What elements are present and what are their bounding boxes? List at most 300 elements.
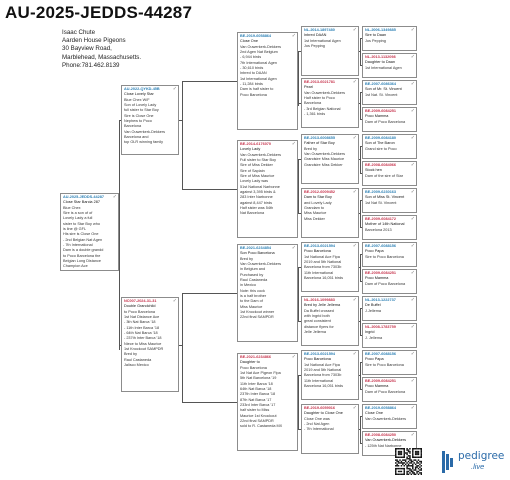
- bird-note: distance flyers for: [304, 324, 334, 329]
- bird-note: Full sister to Star Boy: [240, 158, 277, 163]
- ancestor-gen5-card[interactable]: [362, 296, 417, 321]
- bird-note: 1st International Agen: [240, 76, 277, 81]
- bird-note: to the Dam of: [240, 299, 263, 304]
- qr-code-icon: [395, 448, 422, 475]
- bird-note: Sire is Close One: [124, 113, 154, 118]
- tree-connector: [360, 227, 362, 228]
- bird-name: Double Grandchild: [124, 304, 156, 309]
- ring-number: NL-2006-1349885: [365, 28, 396, 32]
- bird-note: 7th International Agen: [240, 60, 277, 65]
- ancestor-gen4-card[interactable]: [301, 350, 359, 400]
- bird-note: Grandsire Miss Dekker: [304, 162, 343, 167]
- check-icon: ✓: [172, 86, 177, 92]
- ring-number: BE-2013-6021594: [304, 244, 336, 248]
- sire-card[interactable]: [121, 85, 179, 155]
- bird-note: Sire to Poco Barcelona: [365, 254, 404, 259]
- ring-number: BE-2014-6176070: [240, 142, 272, 146]
- bird-name: Poco Papa: [365, 249, 384, 254]
- ring-number: BE-2008-6084250: [365, 433, 397, 437]
- tree-connector: [298, 51, 301, 52]
- check-icon: ✓: [352, 297, 357, 303]
- bird-note: 1st Nat. St. Vincent: [365, 92, 398, 97]
- bird-note: Van Ouwerkerk-Dekkers: [124, 129, 166, 134]
- bird-note: top OLR winning family: [124, 140, 164, 145]
- bird-name: Van Ouwerkerk-Dekkers: [365, 438, 407, 443]
- bird-note: 22nd final SAMPDR: [240, 419, 274, 424]
- bird-note: - 3rd Belgian National: [304, 106, 341, 111]
- ring-number: BE-2007-6088156: [365, 352, 397, 356]
- ancestor-gen5-card[interactable]: [362, 377, 417, 402]
- bird-note: 1st International Agen: [304, 38, 341, 43]
- bird-note: 283 Inter Narbonne: [240, 195, 273, 200]
- bird-note: against 8,447 birds: [240, 200, 273, 205]
- pedigree-live-logo[interactable]: [441, 449, 505, 475]
- bird-note: Sire is a son of of: [63, 211, 93, 216]
- bird-note: - 125th Nat Narbonne: [365, 443, 402, 448]
- bird-note: Lovely Lady was: [240, 179, 269, 184]
- bird-note: Dam of Poco Barcelona: [365, 389, 406, 394]
- bird-note: Dam is a double grandd: [63, 248, 104, 253]
- bird-note: 11th Inter Barca '18: [240, 381, 273, 386]
- check-icon: ✓: [410, 243, 415, 249]
- bird-note: Van Ouwerkerk-Dekkers: [240, 152, 282, 157]
- bird-note: Barcelona 16,051 birds: [304, 384, 344, 389]
- check-icon: ✓: [410, 81, 415, 87]
- ring-number: BE-2019-6058864: [240, 34, 272, 38]
- bird-note: Jelle Jellema: [304, 330, 326, 335]
- bird-note: Nat Barcelona: [240, 211, 265, 216]
- check-icon: ✓: [112, 194, 117, 200]
- check-icon: ✓: [410, 297, 415, 303]
- bird-note: Grandsire Miss Maurice: [304, 157, 345, 162]
- bird-note: Purchased by: [240, 272, 264, 277]
- bird-note: Van Ouwerkerk-Dekkers: [240, 44, 282, 49]
- tree-connector: [182, 81, 183, 190]
- bird-name: Dam to Star Boy: [304, 195, 332, 200]
- bird-note: 5th Nat Barcelona '19: [240, 376, 277, 381]
- bird-note: Sire of Miss Maurice: [240, 174, 275, 179]
- bird-name: Inbred DAAN: [304, 33, 327, 38]
- bird-note: 1st Nat Distance Ace: [124, 315, 160, 320]
- bird-note: Lovely Lady a full: [63, 216, 93, 221]
- tree-connector: [119, 120, 121, 121]
- sire-dam-card[interactable]: [237, 140, 298, 238]
- ring-number: NL-2016-1099883: [304, 298, 335, 302]
- ancestor-gen5-card[interactable]: [362, 134, 417, 159]
- ring-number: BE-2009-6084251: [365, 109, 397, 113]
- ring-number: BE-2013-6021781: [304, 80, 336, 84]
- ring-number: NL-2013-1132098: [365, 55, 396, 59]
- check-icon: ✓: [352, 135, 357, 141]
- bird-name: Son of Miss St. Vincent: [365, 195, 405, 200]
- tree-connector: [360, 200, 361, 228]
- bird-note: Dam of Poco Barcelona: [365, 281, 406, 286]
- ancestor-gen5-card[interactable]: [362, 350, 417, 375]
- bird-note: 51st National Narbonne: [240, 184, 280, 189]
- bird-note: Raul Castaneda: [124, 357, 152, 362]
- bird-name: Daughter to Close One: [304, 411, 343, 416]
- ancestor-gen4-card[interactable]: [301, 404, 359, 454]
- bird-note: Poco Barcelona: [240, 92, 267, 97]
- bird-note: Nephew to Poco: [124, 119, 152, 124]
- bird-name: Daughter to: [240, 360, 260, 365]
- pedigree-logo-icon: [441, 450, 455, 474]
- bird-note: 64th Nat Barca '18: [240, 387, 272, 392]
- bird-note: 2019 and 5th National: [304, 260, 342, 265]
- bird-note: Barcelona: [124, 124, 142, 129]
- bird-note: Miss Maurice: [240, 304, 263, 309]
- tree-connector: [360, 146, 362, 147]
- tree-connector: [360, 362, 361, 390]
- tree-connector: [360, 200, 362, 201]
- check-icon: ✓: [352, 27, 357, 33]
- check-icon: ✓: [291, 245, 296, 251]
- tree-connector: [360, 119, 362, 120]
- bird-note: Miss Dekker: [304, 216, 325, 221]
- tree-connector: [298, 321, 301, 322]
- tree-connector: [360, 416, 361, 444]
- bird-note: Sire to Poco Barcelona: [365, 362, 404, 367]
- owner-line: 30 Bayview Road,: [62, 45, 112, 53]
- bird-note: Dam is half sister to: [240, 87, 274, 92]
- check-icon: ✓: [410, 54, 415, 60]
- bird-note: Grand sire to Poco: [365, 146, 397, 151]
- bird-name: Poco Mamma: [365, 384, 389, 389]
- ring-number: BE-2008-6084066: [365, 163, 397, 167]
- bird-note: 1st National Ace Fipa: [304, 254, 340, 259]
- check-icon: ✓: [352, 405, 357, 411]
- ancestor-gen5-card[interactable]: [362, 188, 417, 213]
- tree-connector: [298, 103, 301, 104]
- dam-dam-card[interactable]: [237, 353, 298, 451]
- logo-brand-text: pedigree: [458, 450, 505, 462]
- bird-name: Mother of 14th National: [365, 222, 405, 227]
- ancestor-gen5-card[interactable]: [362, 161, 417, 186]
- bird-note: Inbred to DAAN: [240, 71, 267, 76]
- bird-note: Bred by: [240, 256, 254, 261]
- bird-note: in Belgium and: [240, 267, 266, 272]
- bird-name: Poco Mamma: [365, 114, 389, 119]
- tree-connector: [298, 159, 301, 160]
- bird-note: 233rd Inter Barca '17: [240, 403, 276, 408]
- bird-note: full sister to Star Boy: [124, 108, 159, 113]
- bird-note: Van Ouwerkerk-Dekkers: [304, 90, 346, 95]
- bird-note: Half sister was 54th: [240, 206, 274, 211]
- check-icon: ✓: [410, 378, 415, 384]
- bird-name: Father of Star Boy: [304, 141, 335, 146]
- ring-number: BE-2009-6230163: [365, 190, 397, 194]
- ring-number: BE-2007-6088156: [365, 244, 397, 248]
- subject-card[interactable]: [60, 193, 119, 271]
- ancestor-gen5-card[interactable]: [362, 26, 417, 51]
- bird-note: Grandam to: [304, 206, 325, 211]
- bird-name: Daughter to Daan: [365, 60, 395, 65]
- ring-number: AU-2022-QYKD-45B: [124, 87, 160, 91]
- ring-number: BE-2009-6084251: [365, 379, 397, 383]
- bird-name: Poco Barcelona: [304, 249, 331, 254]
- ring-number: NL-2013-1222737: [365, 298, 396, 302]
- ancestor-gen4-card[interactable]: [301, 78, 359, 128]
- ancestor-gen5-card[interactable]: [362, 107, 417, 132]
- bird-note: - 7th International: [63, 243, 93, 248]
- ring-number: BE-2021-6234866: [240, 355, 272, 359]
- bird-note: - 1,361 birds: [304, 112, 326, 117]
- bird-name: Poco Barcelona: [304, 357, 331, 362]
- check-icon: ✓: [410, 189, 415, 195]
- ancestor-gen5-card[interactable]: [362, 242, 417, 267]
- bird-note: Barcelona 16,051 birds: [304, 276, 344, 281]
- tree-connector: [360, 65, 362, 66]
- dam-sire-card[interactable]: [237, 244, 298, 342]
- bird-note: Barcelona: [304, 101, 322, 106]
- bird-note: - 6,944 birds: [240, 55, 262, 60]
- bird-note: Bred by: [124, 352, 138, 357]
- bird-note: Maurice 1st Knockout: [240, 413, 277, 418]
- bird-note: sister to Star Boy who: [63, 221, 100, 226]
- tree-connector: [298, 375, 299, 430]
- bird-note: 237th Inter Barca '18: [240, 392, 276, 397]
- bird-name: De Buffel: [365, 303, 381, 308]
- bird-note: Niece to Miss Maurice: [124, 341, 162, 346]
- bird-note: Jalisco Mexico: [124, 363, 149, 368]
- bird-note: Son of Lovely Lady: [124, 103, 157, 108]
- bird-note: Barcelona and: [124, 135, 149, 140]
- tree-connector: [119, 345, 121, 346]
- ancestor-gen5-card[interactable]: [362, 404, 417, 429]
- owner-contact-block: [62, 29, 202, 70]
- ring-number: NL-2014-1897480: [304, 28, 335, 32]
- tree-connector: [360, 281, 362, 282]
- bird-note: against 3,395 birds &: [240, 190, 276, 195]
- tree-connector: [360, 92, 361, 120]
- bird-name: Close Lovely Star: [124, 92, 154, 97]
- bird-note: Bred by: [304, 146, 318, 151]
- tree-connector: [298, 213, 301, 214]
- bird-note: Da Buffel crossed: [304, 308, 334, 313]
- tree-connector: [182, 402, 237, 403]
- ring-number: BE-2009-6084172: [365, 217, 397, 221]
- ancestor-gen5-card[interactable]: [362, 53, 417, 78]
- tree-connector: [360, 335, 362, 336]
- bird-note: Poco Barcelona: [240, 365, 267, 370]
- ring-number: BE-2009-6084180: [365, 136, 397, 140]
- bird-note: Sire of Sapiain: [240, 168, 265, 173]
- tree-connector: [360, 416, 362, 417]
- check-icon: ✓: [291, 33, 296, 39]
- ancestor-gen5-card[interactable]: [362, 80, 417, 105]
- tree-connector: [360, 443, 362, 444]
- ancestor-gen4-card[interactable]: [301, 242, 359, 292]
- owner-line: Aarden House Pigeons: [62, 37, 126, 45]
- tree-connector: [298, 429, 301, 430]
- bird-note: - 3th Nat Barca '18: [124, 320, 156, 325]
- tree-connector: [360, 308, 362, 309]
- tree-connector: [360, 308, 361, 336]
- bird-name: Bred by Jelle Jellema: [304, 303, 341, 308]
- bird-name: Ingrid: [365, 330, 375, 335]
- check-icon: ✓: [410, 216, 415, 222]
- bird-note: 2nd Agen Nat Belgium: [240, 50, 278, 55]
- check-icon: ✓: [410, 135, 415, 141]
- ring-number: AU-2025-JEDDS-44287: [63, 195, 104, 199]
- bird-name: Lovely Lady: [240, 147, 261, 152]
- check-icon: ✓: [352, 79, 357, 85]
- check-icon: ✓: [410, 351, 415, 357]
- bird-note: 11th International: [304, 378, 334, 383]
- check-icon: ✓: [410, 432, 415, 438]
- bird-name: Pearl: [304, 85, 313, 90]
- tree-connector: [298, 375, 301, 376]
- ancestor-gen4-card[interactable]: [301, 26, 359, 76]
- tree-connector: [298, 159, 299, 214]
- check-icon: ✓: [410, 108, 415, 114]
- tree-connector: [360, 146, 361, 174]
- check-icon: ✓: [410, 324, 415, 330]
- ring-number: BE-2013-6021594: [304, 352, 336, 356]
- tree-connector: [182, 81, 237, 82]
- bird-note: Champion Ace: [63, 264, 88, 269]
- bird-note: 11th International: [304, 270, 334, 275]
- bird-note: Blue Chex W/F: [124, 97, 150, 102]
- check-icon: ✓: [410, 162, 415, 168]
- bird-note: - 237th Inter Barca '18: [124, 336, 162, 341]
- tree-connector: [119, 120, 120, 350]
- tree-connector: [360, 362, 362, 363]
- bird-note: 1st National Ace Fipa: [304, 362, 340, 367]
- bird-note: half sister to Miss: [240, 408, 270, 413]
- bird-name: Close One: [240, 39, 258, 44]
- ancestor-gen4-card[interactable]: [301, 188, 359, 238]
- check-icon: ✓: [291, 141, 296, 147]
- bird-note: Miss Maurice: [304, 211, 327, 216]
- check-icon: ✓: [410, 405, 415, 411]
- tree-connector: [360, 38, 361, 66]
- check-icon: ✓: [352, 243, 357, 249]
- tree-connector: [360, 173, 362, 174]
- bird-note: J. Jellema: [365, 335, 383, 340]
- bird-note: 22nd final SAMPDR: [240, 315, 274, 320]
- bird-note: 87th Nat Barca '17: [240, 397, 272, 402]
- bird-note: 2019 and 5th National: [304, 368, 342, 373]
- bird-name: Son of The Baron: [365, 141, 395, 146]
- check-icon: ✓: [291, 354, 296, 360]
- tree-connector: [360, 38, 362, 39]
- tree-connector: [298, 51, 299, 106]
- bird-note: Half sister to Poco: [304, 96, 335, 101]
- bird-note: Close One was: [304, 416, 330, 421]
- bird-name: Close Star Barcia 287: [63, 200, 100, 205]
- bird-note: His sire is Close One: [63, 232, 99, 237]
- owner-line: Isaac Chute: [62, 29, 96, 36]
- bird-note: in Mexico: [240, 283, 257, 288]
- tree-connector: [298, 267, 299, 322]
- check-icon: ✓: [352, 189, 357, 195]
- bird-note: Jos Pepping: [304, 44, 325, 49]
- bird-note: Jos Pepping: [365, 38, 386, 43]
- bird-name: Sire to Daan: [365, 33, 387, 38]
- bird-note: 1st Nat Ace Pigeon Fipa: [240, 371, 281, 376]
- ring-number: BE-2013-6008655: [304, 136, 336, 140]
- bird-note: Dam of the sire of Star: [365, 173, 403, 178]
- bird-note: Blue Chex: [63, 205, 81, 210]
- bird-note: to Poco Barcelona the: [63, 253, 101, 258]
- bird-note: - 11th Inter Barca '18: [124, 325, 160, 330]
- bird-name: Poco Mamma: [365, 276, 389, 281]
- sire-sire-card[interactable]: [237, 32, 298, 130]
- bird-note: Barcelona from 7303b: [304, 373, 342, 378]
- bird-name: Close One: [365, 411, 383, 416]
- bird-note: Barcelona 2013: [365, 227, 392, 232]
- check-icon: ✓: [172, 298, 177, 304]
- ring-number: BE-2007-6086364: [365, 82, 397, 86]
- ring-number: BE-2021-6234854: [240, 246, 272, 250]
- ring-number: BE-2019-6058864: [365, 406, 397, 410]
- ring-number: BE-2019-6059016: [304, 406, 336, 410]
- tree-connector: [360, 92, 362, 93]
- bird-note: Barcelona from 7303b: [304, 265, 342, 270]
- bird-note: Belgian Long Distance: [63, 259, 101, 264]
- bird-note: to Poco Barcelona: [124, 309, 156, 314]
- page-title: AU-2025-JEDDS-44287: [5, 3, 193, 22]
- tree-connector: [298, 267, 301, 268]
- bird-note: - 7th International: [304, 427, 334, 432]
- bird-note: - 2nd Nat Agen: [304, 422, 330, 427]
- bird-note: is a half brother: [240, 294, 267, 299]
- ancestor-gen4-card[interactable]: [301, 134, 359, 184]
- dam-card[interactable]: [121, 297, 179, 392]
- bird-note: Dam of Poco Barcelona: [365, 119, 406, 124]
- bird-note: Van Ouwerkerk-Dekkers: [304, 152, 346, 157]
- bird-note: and Lovely Lady: [304, 200, 332, 205]
- ring-number: NL-2008-1783759: [365, 325, 396, 329]
- tree-connector: [360, 254, 362, 255]
- tree-connector: [360, 389, 362, 390]
- bird-note: 1st International Agen: [365, 65, 402, 70]
- ring-number: BE-2012-6009452: [304, 190, 336, 194]
- bird-note: 1st Knockout winner: [240, 310, 275, 315]
- bird-name: Stock hen: [365, 168, 382, 173]
- bird-note: - 2nd Belgian Nat Agen: [63, 237, 103, 242]
- bird-note: is line @ GFL: [63, 227, 87, 232]
- ring-number: NC007-2024-31-31: [124, 299, 157, 303]
- check-icon: ✓: [410, 270, 415, 276]
- bird-note: Van Ouwerkerk-Dekkers: [365, 416, 407, 421]
- ancestor-gen5-card[interactable]: [362, 269, 417, 294]
- tree-connector: [360, 254, 361, 282]
- bird-name: Poco Papa: [365, 357, 384, 362]
- bird-note: sold to R. Castaneda MX: [240, 424, 283, 429]
- ring-number: BE-2009-6084251: [365, 271, 397, 275]
- tree-connector: [182, 293, 183, 402]
- ancestor-gen4-card[interactable]: [301, 296, 359, 346]
- bird-note: Raul Castaneda: [240, 278, 268, 283]
- ancestor-gen5-card[interactable]: [362, 323, 417, 348]
- bird-note: - 64th Nat Barca '18: [124, 331, 158, 336]
- owner-line: Marblehead, Massachusetts.: [62, 53, 142, 61]
- bird-note: Sire of Miss Dekker: [240, 163, 273, 168]
- bird-note: - 30,610 birds: [240, 66, 264, 71]
- tree-connector: [182, 293, 237, 294]
- bird-note: J.Jellema: [365, 308, 382, 313]
- bird-note: great consistent: [304, 319, 331, 324]
- ancestor-gen5-card[interactable]: [362, 215, 417, 240]
- bird-name: Son Poco Barcelona: [240, 251, 275, 256]
- bird-note: 1st Knockout SAMPDR: [124, 347, 164, 352]
- check-icon: ✓: [352, 351, 357, 357]
- bird-note: Note: this cock: [240, 288, 265, 293]
- bird-note: with Ingrid both: [304, 314, 330, 319]
- bird-note: 1st Nat St. Vincent: [365, 200, 397, 205]
